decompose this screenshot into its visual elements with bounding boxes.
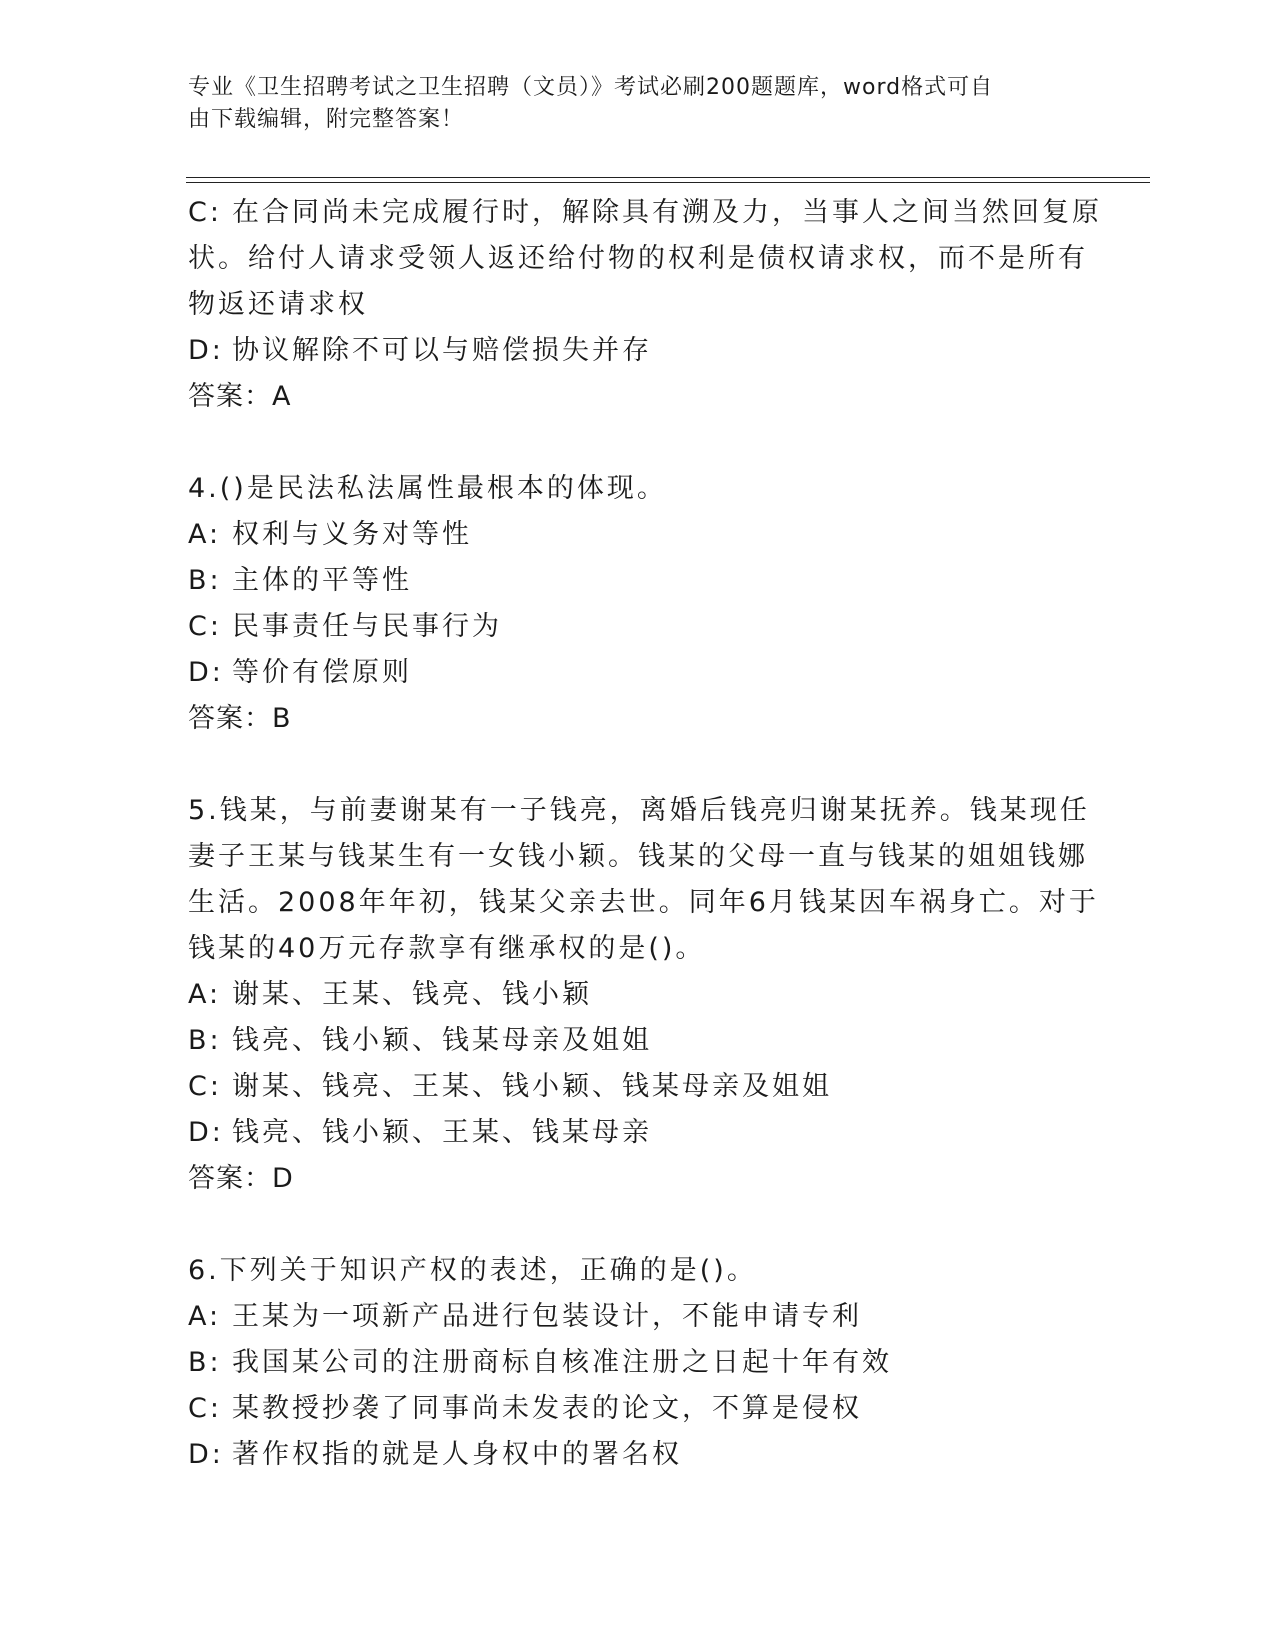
option-text: 王某为一项新产品进行包装设计，不能申请专利 (232, 1301, 862, 1332)
option-c (188, 1064, 1088, 1110)
option-letter: A: (188, 1301, 222, 1332)
option-text: 钱亮、钱小颖、王某、钱某母亲 (232, 1117, 652, 1148)
header-line-2: 由下载编辑，附完整答案！ (188, 107, 465, 132)
option-letter: C: (188, 1071, 222, 1102)
option-text: 著作权指的就是人身权中的署名权 (232, 1439, 682, 1470)
answer-line: 答案：B (188, 703, 292, 734)
header-rule-bottom (186, 182, 1150, 183)
question-4 (188, 466, 1088, 742)
document-header (188, 72, 1088, 136)
option-text: 民事责任与民事行为 (232, 611, 502, 642)
option-letter: A: (188, 979, 222, 1010)
option-letter: D: (188, 1117, 224, 1148)
option-text: 钱亮、钱小颖、钱某母亲及姐姐 (232, 1025, 652, 1056)
option-a (188, 1294, 1088, 1340)
option-text: 谢某、王某、钱亮、钱小颖 (232, 979, 592, 1010)
option-a (188, 972, 1088, 1018)
option-letter: D: (188, 1439, 224, 1470)
option-text: 谢某、钱亮、王某、钱小颖、钱某母亲及姐姐 (232, 1071, 832, 1102)
option-letter: B: (188, 1347, 222, 1378)
header-rule-top (186, 177, 1150, 178)
spacer (188, 420, 1088, 466)
question-stem-continued: 钱某的40万元存款享有继承权的是()。 (188, 933, 706, 964)
spacer (188, 742, 1088, 788)
option-letter: B: (188, 1025, 222, 1056)
option-c (188, 604, 1088, 650)
option-letter: D: (188, 335, 224, 366)
option-letter: C: (188, 1393, 222, 1424)
option-b (188, 558, 1088, 604)
question-5 (188, 788, 1099, 1202)
option-text: 权利与义务对等性 (232, 519, 472, 550)
option-c-continued: 物返还请求权 (188, 289, 368, 320)
option-text: 协议解除不可以与赔偿损失并存 (232, 335, 652, 366)
option-text: 在合同尚未完成履行时，解除具有溯及力，当事人之间当然回复原 (232, 197, 1102, 228)
question-3-tail (188, 190, 1102, 420)
answer-line: 答案：D (188, 1163, 294, 1194)
option-d (188, 650, 1088, 696)
option-text: 等价有偿原则 (232, 657, 412, 688)
option-d (188, 1110, 1088, 1156)
option-c-continued: 状。给付人请求受领人返还给付物的权利是债权请求权，而不是所有 (188, 243, 1088, 274)
option-d (188, 1432, 1088, 1478)
option-letter: A: (188, 519, 222, 550)
option-a (188, 512, 1088, 558)
spacer (188, 1202, 1088, 1248)
option-b (188, 1340, 1088, 1386)
question-6 (188, 1248, 1088, 1478)
option-text: 主体的平等性 (232, 565, 412, 596)
header-line-1: 专业《卫生招聘考试之卫生招聘（文员）》考试必刷200题题库，word格式可自 (188, 75, 994, 100)
answer-line: 答案：A (188, 381, 292, 412)
option-b (188, 1018, 1088, 1064)
question-stem: 5.钱某，与前妻谢某有一子钱亮，离婚后钱亮归谢某抚养。钱某现任 (188, 795, 1090, 826)
option-c (188, 190, 1102, 236)
option-letter: C: (188, 197, 222, 228)
question-stem: 6.下列关于知识产权的表述，正确的是()。 (188, 1255, 757, 1286)
option-c (188, 1386, 1088, 1432)
option-letter: C: (188, 611, 222, 642)
option-text: 我国某公司的注册商标自核准注册之日起十年有效 (232, 1347, 892, 1378)
question-stem-continued: 妻子王某与钱某生有一女钱小颖。钱某的父母一直与钱某的姐姐钱娜 (188, 841, 1088, 872)
question-stem-continued: 生活。2008年年初，钱某父亲去世。同年6月钱某因车祸身亡。对于 (188, 887, 1099, 918)
question-stem: 4.()是民法私法属性最根本的体现。 (188, 473, 667, 504)
option-letter: B: (188, 565, 222, 596)
option-text: 某教授抄袭了同事尚未发表的论文，不算是侵权 (232, 1393, 862, 1424)
question-content (188, 190, 1102, 1478)
option-letter: D: (188, 657, 224, 688)
option-d (188, 328, 1088, 374)
